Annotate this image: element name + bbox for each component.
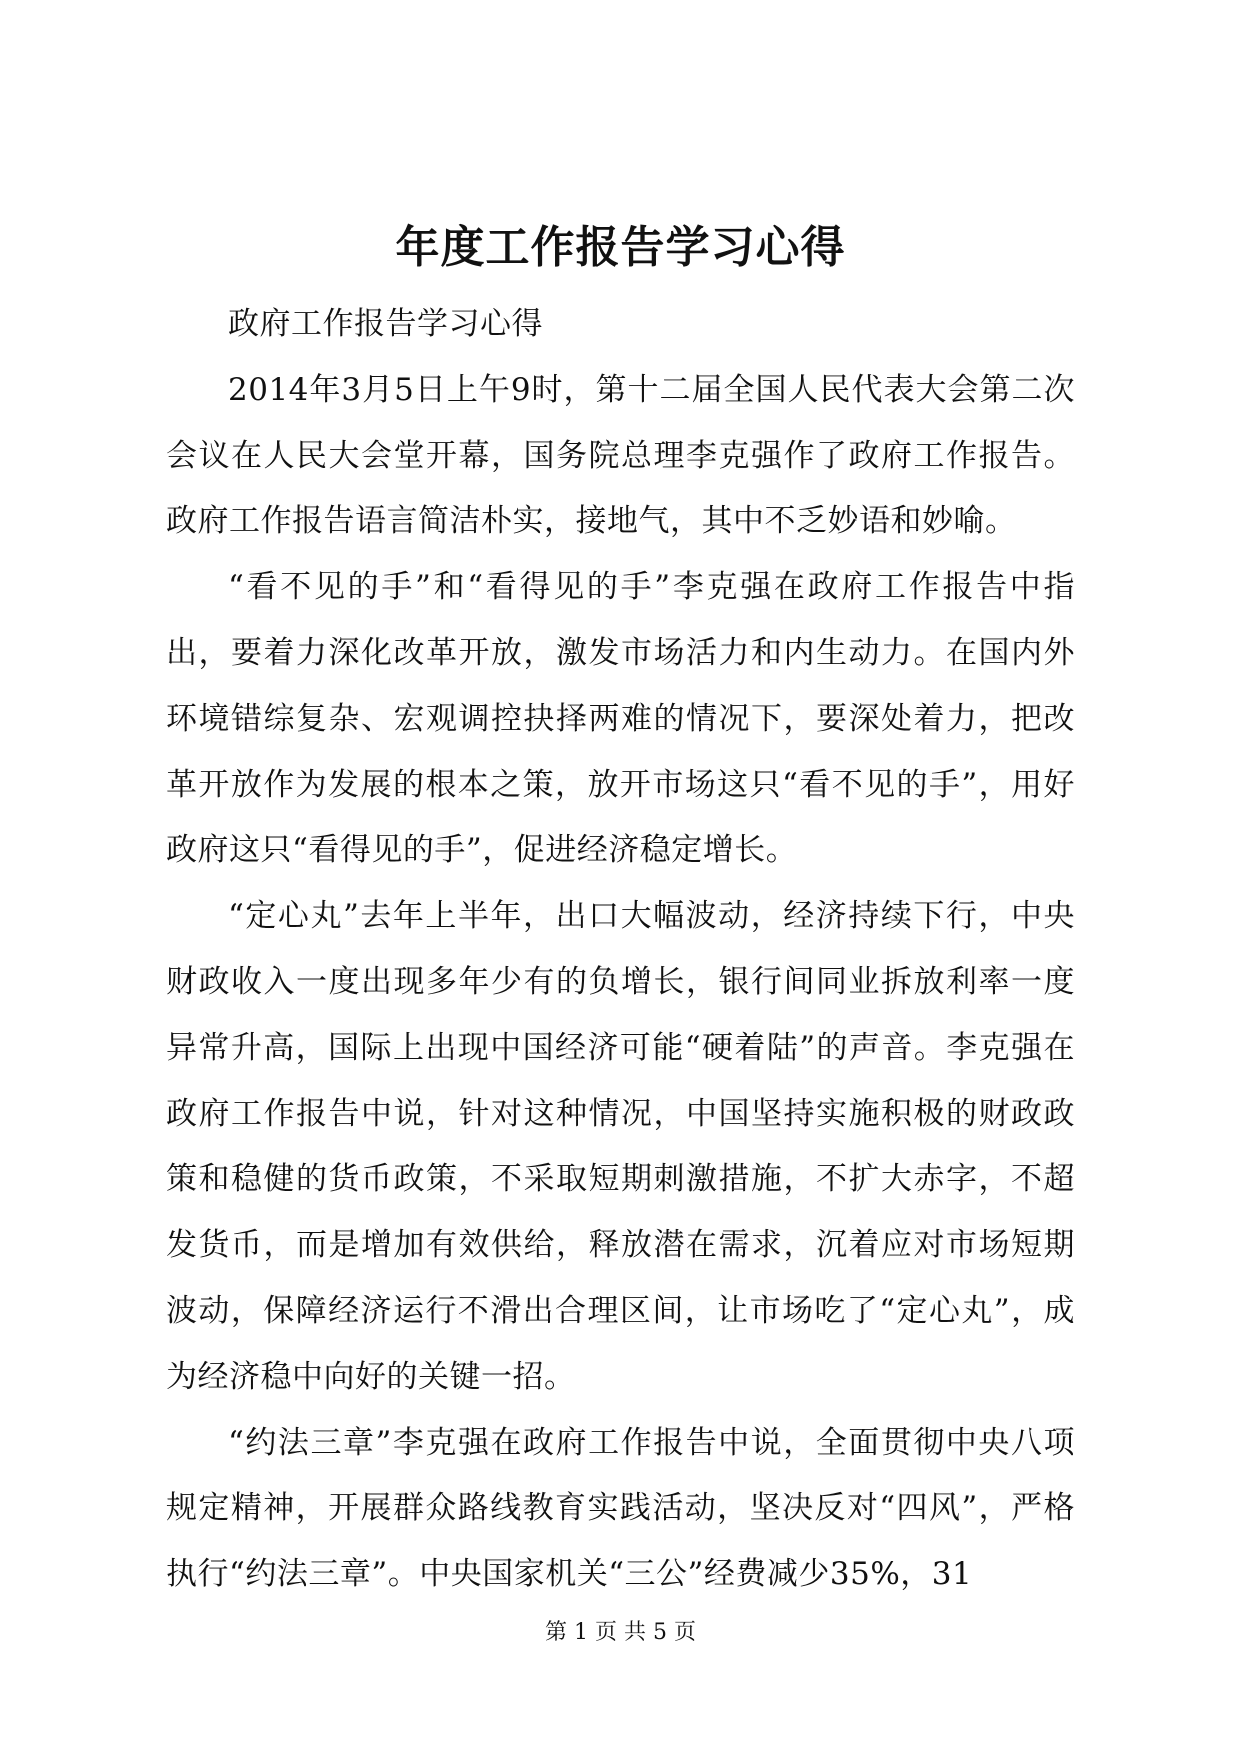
paragraph-three-rules: “约法三章”李克强在政府工作报告中说，全面贯彻中央八项规定精神，开展群众路线教育实践活动，坚决反对“四风”，严格执行“约法三章”。中央国家机关“三公”经费减少35%，31 — [166, 1424, 1075, 1593]
document-title: 年度工作报告学习心得 — [395, 222, 846, 273]
document-body — [166, 292, 1075, 1608]
paragraph-reassurance: “定心丸”去年上半年，出口大幅波动，经济持续下行，中央财政收入一度出现多年少有的负增长，银行间同业拆放利率一度异常升高，国际上出现中国经济可能“硬着陆”的声音。李克强在政府工作报告中说，针对这种情况，中国坚持实施积极的财政政策和稳健的货币政策，不采取短期刺激措施，不扩大赤字，不超发货币，而是增加有效供给，释放潜在需求，沉着应对市场短期波动，保障经济运行不滑出合理区间，让市场吃了“定心丸”，成为经济稳中向好的关键一招。 — [166, 898, 1075, 1395]
page-number-footer: 第 1 页 共 5 页 — [545, 1620, 696, 1645]
paragraph-subtitle: 政府工作报告学习心得 — [228, 306, 543, 342]
paragraph-invisible-hand: “看不见的手”和“看得见的手”李克强在政府工作报告中指出，要着力深化改革开放，激发市场活力和内生动力。在国内外环境错综复杂、宏观调控抉择两难的情况下，要深处着力，把改革开放作为发展的根本之策，放开市场这只“看不见的手”，用好政府这只“看得见的手”，促进经济稳定增长。 — [166, 569, 1075, 869]
paragraph-intro: 2014年3月5日上午9时，第十二届全国人民代表大会第二次会议在人民大会堂开幕，国务院总理李克强作了政府工作报告。政府工作报告语言简洁朴实，接地气，其中不乏妙语和妙喻。 — [166, 371, 1075, 540]
